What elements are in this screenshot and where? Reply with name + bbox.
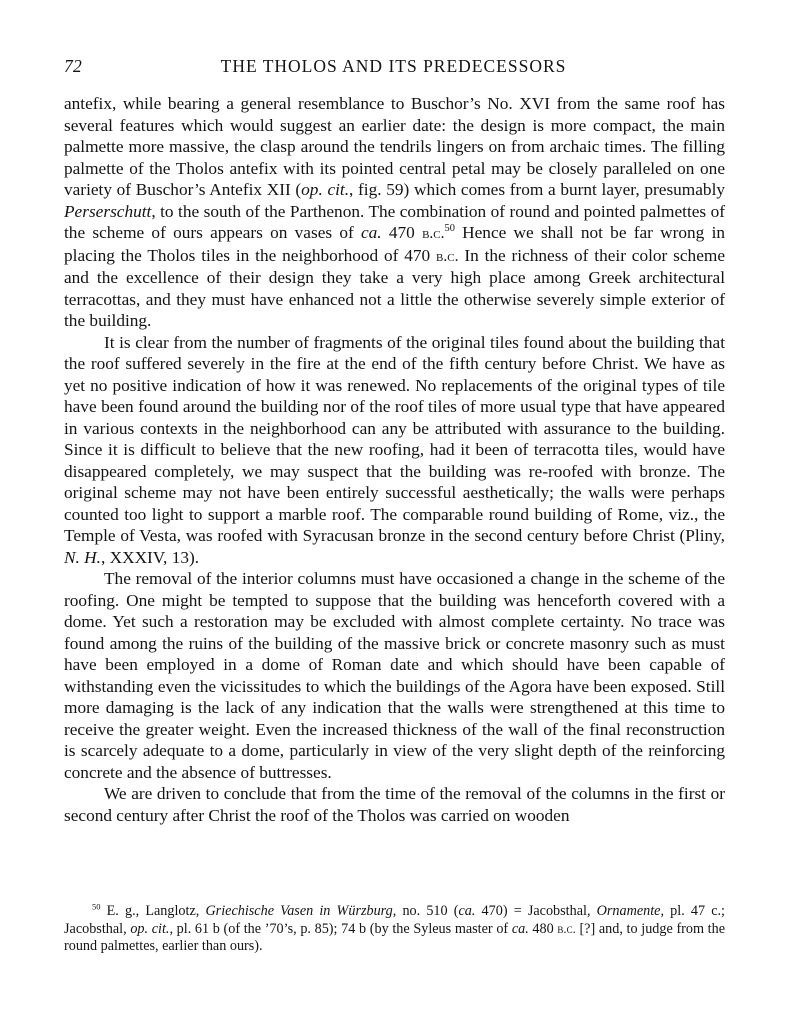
text-run: antefix, while bearing a general resemblance to Buschor’s No. XVI from the same roof has several features which would suggest an earlier date: the design is more compact, the main palmette more massive, the clasp around the tendrils lingers on from archaic times. The filling palmette of the Tholos antefix with its pointed central petal may be closely paralleled on one variety of Buschor’s Antefix XII ( — [64, 94, 725, 199]
footnote — [64, 903, 725, 956]
text-run: Perserschutt — [64, 201, 152, 221]
text-run: b.c. — [557, 921, 576, 936]
text-run: The removal of the interior columns must have occasioned a change in the scheme of the roofing. One might be tempted to suppose that the building was henceforth covered with a dome. Yet such a restoration may be excluded with almost complete certainty. No trace was found among the ruins of the building of the massive brick or concrete masonry such as must have been employed in a dome of Roman date and which should have been capable of withstanding even the vicissitudes to which the buildings of the Agora have been exposed. Still more damaging is the lack of any indication that the walls were strengthened at this time to receive the greater weight. Even the increased thickness of the wall of the final reconstruction is scarcely adequate to a dome, particularly in view of the very slight depth of the reinforcing concrete and the absence of buttresses. — [64, 569, 725, 782]
text-run: ca. — [361, 223, 382, 242]
text-run: Hence we shall not be far wrong in placing the Tholos tiles in the neighborhood of 470 — [64, 223, 726, 265]
text-run: , no. 510 ( — [392, 903, 459, 919]
text-run: op. cit. — [301, 180, 350, 199]
text-run: b.c. — [436, 247, 459, 265]
footnote-ref[interactable]: 50 — [444, 223, 455, 235]
footnote-ref[interactable]: 50 — [92, 901, 101, 912]
running-head: THE THOLOS AND ITS PREDECESSORS — [220, 56, 567, 76]
text-run: b.c. — [422, 225, 445, 242]
text-run: N. H. — [64, 547, 101, 567]
paragraph — [64, 783, 725, 826]
text-run: op. cit. — [130, 920, 170, 937]
text-run: 470) = Jacobsthal, — [475, 903, 597, 919]
text-run: Ornamente — [596, 903, 661, 919]
text-run: In the richness of their color scheme and the excellence of their design they take a very high place among Greek architectural terracottas, and they must have enhanced not a little the otherwise severely simple exterior of the building. — [64, 245, 725, 330]
text-run: , to the south of the Parthenon. The combination of round and pointed palmettes of the scheme of ours appears on vases of — [64, 201, 725, 242]
text-run: , XXXIV, 13). — [100, 547, 200, 567]
text-run: We are driven to conclude that from the time of the removal of the columns in the first or second century after Christ the roof of the Tholos was carried on wooden — [64, 784, 725, 825]
paragraph — [64, 568, 725, 783]
text-run: , fig. 59) which comes from a burnt layer, presumably — [349, 180, 726, 199]
text-run: 470 — [381, 223, 423, 242]
text-run: ca. — [511, 920, 529, 937]
page-number: 72 — [64, 56, 83, 76]
paragraph — [64, 332, 725, 569]
paragraph — [64, 93, 725, 332]
text-run: , pl. 61 b (of the ’70’s, p. 85); 74 b (by the Syleus master of — [169, 920, 512, 937]
text-run: [?] and, to judge from the round palmettes, earlier than ours). — [64, 920, 726, 954]
text-run: It is clear from the number of fragments of the original tiles found about the building that the roof suffered severely in the fire at the end of the fifth century before Christ. We have as yet no positive indication of how it was renewed. No replacements of the original types of tile have been found around the building nor of the roof tiles of more usual type that have appeared in various contexts in the neighborhood can any be attributed with assurance to the building. Since it is difficult to believe that the new roofing, had it been of terracotta tiles, would have disappeared completely, we may suspect that the building was re-roofed with bronze. The original scheme may not have been entirely successful aesthetically; the walls were perhaps counted too light to support a marble roof. The comparable round building of Rome, viz., the Temple of Vesta, was roofed with Syracusan bronze in the second century before Christ (Pliny, — [64, 332, 725, 545]
text-run: ca. — [458, 903, 476, 919]
text-run: E. g., Langlotz, — [100, 903, 206, 919]
page-header — [64, 56, 723, 80]
text-run: Griechische Vasen in Würzburg — [205, 903, 393, 919]
text-run: , pl. 47 c.; Jacobsthal, — [64, 903, 726, 937]
body-text — [64, 93, 725, 826]
footnotes — [64, 903, 725, 956]
text-run: 480 — [528, 920, 558, 937]
